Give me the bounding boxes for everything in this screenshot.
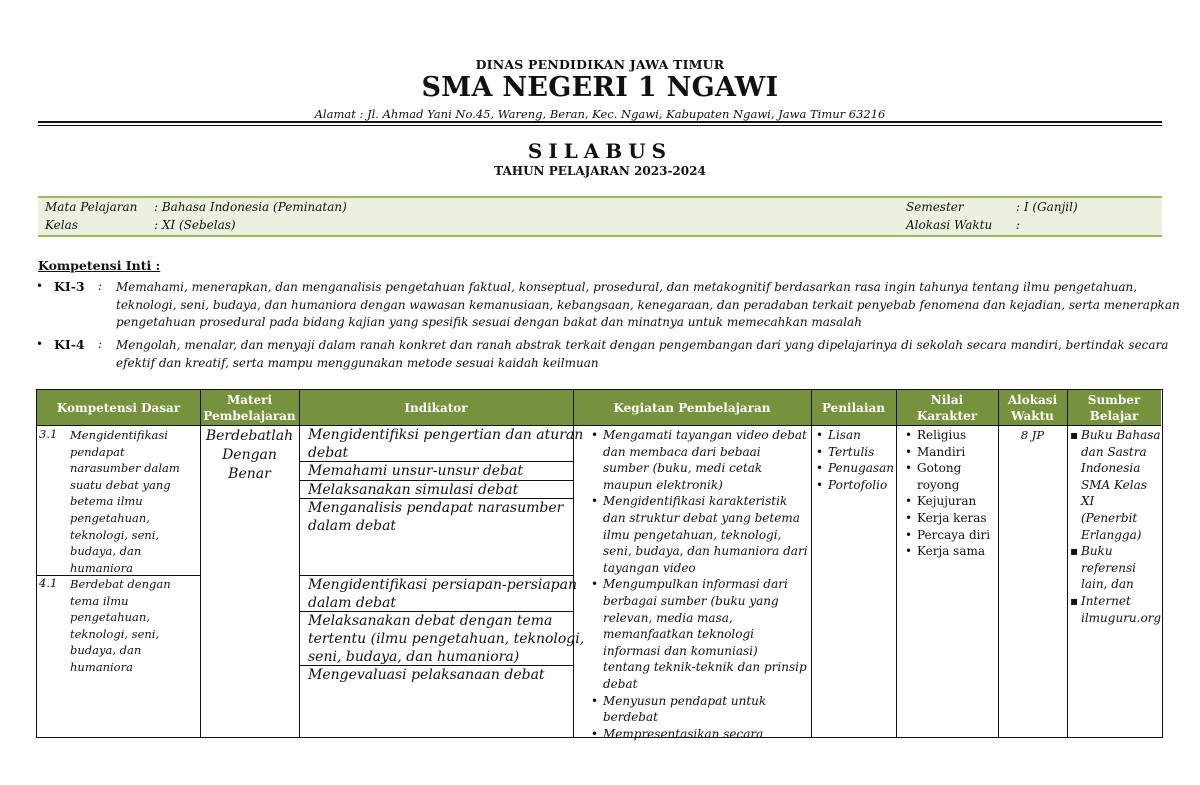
penilaian-item — [816, 444, 894, 461]
ki3-line: teknologi, seni, budaya, dan humaniora dengan wawasan kemanusiaan, kebangsaan, kenegaraan, dan peradaban terkait penyebab fenomena dan kejadian, serta menerapkan — [116, 297, 1180, 312]
nilai-item — [905, 543, 997, 560]
kd-line: humaniora — [70, 560, 133, 575]
kegiatan-line: tentang teknik-teknik dan prinsip — [603, 660, 807, 675]
nilai-line: royong — [917, 477, 960, 492]
kd-line: pengetahuan, — [70, 510, 150, 525]
header-alokasi-line: Waktu — [1011, 408, 1054, 423]
kegiatan-line: tayangan video — [603, 560, 696, 575]
header-penilaian: Penilaian — [821, 400, 885, 415]
kegiatan-line: Mengidentifikasi karakteristik — [603, 494, 788, 509]
penilaian-label: Penugasan — [828, 461, 894, 476]
header-alokasi-line: Alokasi — [1007, 392, 1058, 407]
kegiatan-line: relevan, media masa, — [603, 610, 733, 625]
kegiatan-line: sumber (buku, medi cetak — [603, 461, 763, 476]
penilaian-label: Lisan — [828, 428, 861, 442]
nilai-line: Kejujuran — [917, 494, 977, 509]
sumber-line: Buku — [1081, 544, 1113, 559]
penilaian-label: Tertulis — [828, 444, 875, 459]
nilai-item — [905, 527, 997, 544]
header-divider-thin — [38, 125, 1162, 126]
indikator-line: Mengidentifiksi pengertian dan aturan — [308, 427, 584, 443]
header-materi-line: Pembelajaran — [203, 408, 296, 423]
kegiatan-line: dan membaca dari bebaai — [603, 444, 761, 459]
bullet-icon: • — [591, 428, 599, 442]
subject-info-band — [38, 196, 1162, 237]
kd-line: tema ilmu — [70, 593, 129, 608]
kd-number: 4.1 — [39, 576, 58, 590]
indikator-item — [308, 499, 563, 535]
header-indikator: Indikator — [404, 400, 468, 415]
kd-line: Berdebat dengan — [70, 577, 171, 591]
bullet-icon: • — [816, 461, 824, 476]
penilaian-list — [816, 427, 894, 493]
kd-line: narasumber dalam — [70, 461, 180, 476]
indikator-line: tertentu (ilmu pengetahuan, teknologi, — [308, 631, 585, 647]
nilai-karakter-list — [905, 427, 997, 560]
indikator-item: Mengevaluasi pelaksanaan debat — [308, 667, 545, 683]
indikator-line: Melaksanakan debat dengan tema — [308, 613, 553, 629]
header-divider-thick — [38, 121, 1162, 123]
kegiatan-line: dan struktur debat yang betema — [603, 510, 800, 525]
bullet-icon: • — [816, 477, 824, 492]
kegiatan-line: berdebat — [603, 710, 658, 725]
bullet-icon: • — [905, 461, 913, 476]
square-bullet-icon: ▪ — [1070, 544, 1079, 559]
kegiatan-item — [591, 693, 808, 726]
square-bullet-icon: ▪ — [1070, 428, 1079, 442]
kegiatan-item — [591, 427, 808, 493]
kegiatan-item — [591, 493, 808, 576]
ki4-text — [116, 337, 1168, 372]
ki4-colon: : — [98, 337, 103, 351]
kd-text — [70, 576, 171, 676]
kd-line: teknologi, seni, — [70, 626, 160, 641]
sumber-line: ilmuguru.org — [1081, 610, 1162, 625]
column-divider — [896, 390, 897, 737]
column-divider — [299, 390, 300, 737]
kd-line: pendapat — [70, 444, 125, 459]
nilai-item — [905, 427, 997, 444]
nilai-item — [905, 493, 997, 510]
indikator-line: Menganalisis pendapat narasumber — [308, 500, 564, 516]
bullet-icon: • — [591, 693, 599, 708]
sumber-line: referensi — [1081, 560, 1136, 575]
kd-line: Mengidentifikasi — [70, 428, 168, 442]
mapel-value: : Bahasa Indonesia (Peminatan) — [154, 200, 347, 214]
ki4-line: efektif dan kreatif, serta mampu menggunakan metode sesuai kaidah keilmuan — [116, 355, 599, 370]
sumber-item — [1070, 543, 1161, 593]
kd-line: suatu debat yang — [70, 477, 171, 492]
bullet-icon: • — [905, 527, 913, 542]
materi-pembelajaran — [200, 427, 299, 484]
kegiatan-list — [591, 427, 808, 742]
kd-line: teknologi, seni, — [70, 527, 160, 542]
kd-line: humaniora — [70, 659, 133, 674]
sumber-line: Internet — [1081, 593, 1131, 608]
indikator-line: dalam debat — [308, 518, 397, 534]
indikator-line: dalam debat — [308, 595, 397, 611]
mapel-label: Mata Pelajaran — [45, 200, 138, 214]
materi-line: Berdebatlah — [205, 428, 294, 444]
nilai-line: Kerja sama — [917, 544, 986, 559]
sumber-belajar-list — [1070, 427, 1162, 626]
header-kegiatan: Kegiatan Pembelajaran — [613, 400, 771, 415]
kegiatan-line: ilmu pengetahuan, teknologi, — [603, 527, 782, 542]
ki3-line: pengetahuan prosedural pada bidang kajian yang spesifik sesuai dengan bakat dan minatnya untuk memecahkan masalah — [116, 315, 862, 329]
kegiatan-line: informasi dan komuniasi) — [603, 643, 758, 658]
kegiatan-item — [591, 576, 808, 692]
nilai-item — [905, 510, 997, 527]
semester-label: Semester — [906, 200, 964, 214]
kd-line: pengetahuan, — [70, 610, 150, 625]
square-bullet-icon: ▪ — [1070, 593, 1079, 608]
school-name: SMA NEGERI 1 NGAWI — [421, 72, 779, 103]
header-sumber-line: Belajar — [1089, 408, 1139, 423]
kegiatan-line: Mempresentasikan secara — [603, 726, 764, 741]
sumber-item — [1070, 427, 1161, 543]
kd-line: budaya, dan — [70, 643, 142, 658]
syllabus-table — [36, 389, 1163, 741]
kegiatan-line: Mengumpulkan informasi dari — [603, 577, 788, 592]
header-kompetensi-dasar: Kompetensi Dasar — [56, 400, 181, 415]
sumber-line: SMA Kelas XI — [1081, 477, 1147, 509]
sumber-item — [1070, 593, 1162, 626]
kelas-value: : XI (Sebelas) — [154, 218, 236, 232]
sumber-line: lain, dan — [1081, 577, 1134, 592]
sumber-line: (Penerbit — [1081, 510, 1138, 525]
nilai-line: Gotong — [917, 461, 962, 476]
alokasi-waktu-value: 8 JP — [1020, 428, 1045, 442]
materi-line: Benar — [228, 466, 271, 482]
bullet-icon: • — [905, 544, 913, 559]
alokasi-label: Alokasi Waktu — [906, 218, 993, 232]
nilai-line: Mandiri — [917, 444, 966, 459]
penilaian-label: Portofolio — [828, 477, 888, 492]
header-nilai-line: Karakter — [916, 408, 978, 423]
kd-line: budaya, dan — [70, 544, 142, 559]
bullet-icon: • — [905, 494, 913, 509]
sumber-line: Buku Bahasa — [1081, 428, 1161, 442]
kd-line: betema ilmu — [70, 494, 143, 509]
sumber-line: dan Sastra — [1081, 444, 1147, 459]
indikator-line: Mengidentifikasi persiapan-persiapan — [308, 577, 578, 593]
kegiatan-line: maupun elektronik) — [603, 477, 723, 492]
bullet-icon: • — [591, 577, 599, 592]
nilai-line: Percaya diri — [917, 527, 991, 542]
ki3-text — [116, 279, 1180, 332]
table-header-row — [37, 390, 1161, 425]
indikator-item — [308, 426, 583, 462]
ki3-colon: : — [98, 279, 103, 293]
indikator-item: Memahami unsur-unsur debat — [308, 463, 524, 479]
ki3-code: KI-3 — [54, 279, 85, 294]
nilai-line: Religius — [917, 428, 967, 442]
materi-line: Dengan — [222, 447, 277, 463]
header-bottom-rule — [37, 425, 1161, 426]
bullet-icon: • — [36, 279, 44, 293]
ki4-code: KI-4 — [54, 337, 85, 352]
indikator-line: seni, budaya, dan humaniora) — [308, 649, 520, 665]
penilaian-item — [816, 427, 894, 444]
header-sumber-line: Sumber — [1087, 392, 1141, 407]
indikator-item: Melaksanakan simulasi debat — [308, 482, 519, 498]
bullet-icon: • — [905, 510, 913, 525]
bullet-icon: • — [591, 494, 599, 509]
kegiatan-line: Menyusun pendapat untuk — [603, 693, 767, 708]
indikator-item — [308, 612, 584, 666]
column-divider — [1067, 390, 1068, 737]
kegiatan-line: Mengamati tayangan video debat — [603, 428, 807, 442]
kegiatan-line: berbagai sumber (buku yang — [603, 593, 779, 608]
nilai-item — [905, 460, 997, 493]
document-title: SILABUS — [527, 139, 673, 163]
kegiatan-line: debat — [603, 676, 638, 691]
kd-text — [70, 427, 180, 576]
kelas-label: Kelas — [45, 218, 78, 232]
bullet-icon: • — [816, 428, 824, 442]
bullet-icon: • — [905, 444, 913, 459]
header-sumber — [1067, 390, 1161, 425]
bullet-icon: • — [36, 337, 44, 351]
bullet-icon: • — [816, 444, 824, 459]
kompetensi-inti-heading: Kompetensi Inti : — [38, 258, 161, 273]
header-materi — [200, 390, 299, 425]
agency-name: DINAS PENDIDIKAN JAWA TIMUR — [475, 57, 725, 72]
academic-year: TAHUN PELAJARAN 2023-2024 — [494, 164, 706, 178]
bullet-icon: • — [591, 726, 599, 741]
header-nilai-line: Nilai — [930, 392, 964, 407]
nilai-item — [905, 444, 997, 461]
alokasi-value: : — [1016, 218, 1021, 232]
sumber-line: Indonesia — [1081, 461, 1141, 476]
kegiatan-line: memanfaatkan teknologi — [603, 627, 755, 642]
header-materi-line: Materi — [226, 392, 273, 407]
bullet-icon: • — [905, 428, 913, 442]
column-divider — [811, 390, 812, 737]
school-address: Alamat : Jl. Ahmad Yani No.45, Wareng, Beran, Kec. Ngawi, Kabupaten Ngawi, Jawa Timur 63216 — [314, 107, 886, 121]
sumber-line: Erlangga) — [1081, 527, 1142, 542]
semester-value: : I (Ganjil) — [1016, 200, 1078, 214]
kegiatan-item — [591, 726, 808, 743]
nilai-line: Kerja keras — [917, 510, 987, 525]
penilaian-item — [816, 460, 894, 477]
ki4-line: Mengolah, menalar, dan menyaji dalam ranah konkret dan ranah abstrak terkait dengan pengembangan dari yang dipelajarinya di sekolah secara mandiri, bertindak secara — [116, 338, 1169, 352]
kd-number: 3.1 — [39, 427, 58, 441]
indikator-line: debat — [308, 445, 349, 461]
ki3-line: Memahami, menerapkan, dan menganalisis pengetahuan faktual, konseptual, prosedural, dan metakognitif berdasarkan rasa ingin tahunya tentang ilmu pengetahuan, — [116, 280, 1138, 294]
penilaian-item — [816, 477, 894, 494]
kegiatan-line: seni, budaya, dan humaniora dari — [603, 544, 808, 559]
header-nilai-karakter — [896, 390, 998, 425]
header-alokasi — [998, 390, 1067, 425]
indikator-item — [308, 576, 577, 612]
